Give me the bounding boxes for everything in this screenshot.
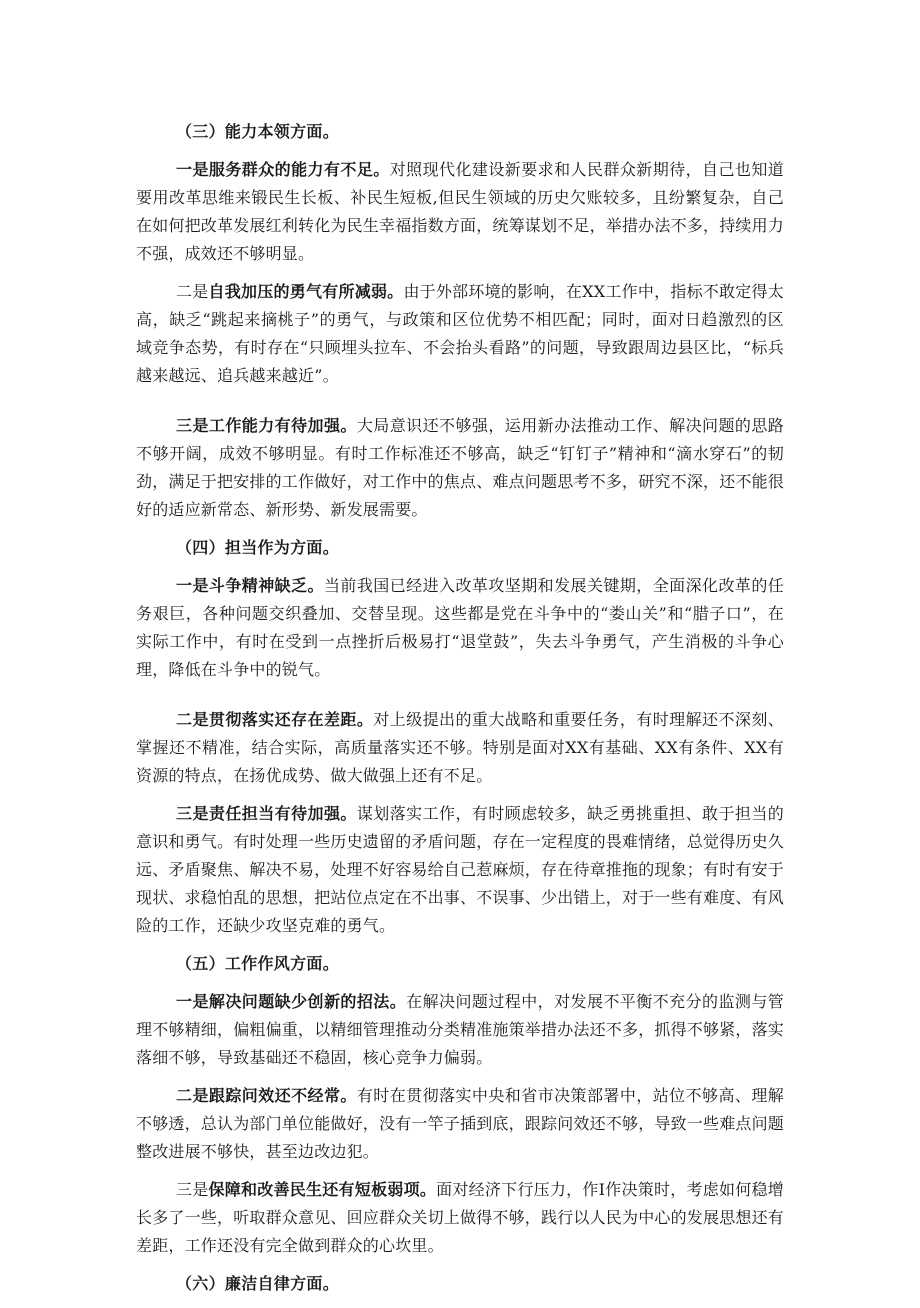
paragraph-lead-bold: 三是工作能力有待加强。 (176, 416, 357, 435)
paragraph-4-1 (136, 572, 784, 684)
paragraph-lead-plain: 三是 (176, 1180, 209, 1199)
paragraph-lead-bold: 二是跟踪问效还不经常。 (176, 1086, 357, 1105)
paragraph-body: 在解决问题过程中，对发展不平衡不充分的监测与管理不够精细，偏粗偏重，以精细管理推动分类精准施策举措办法还不多，抓得不够紧，落实落细不够，导致基础还不稳固，核心竞争力偏弱。 (136, 992, 785, 1067)
section-heading-4: （四）担当作为方面。 (176, 538, 340, 557)
paragraph-lead-bold: 一是服务群众的能力有不足。 (176, 160, 390, 179)
paragraph-5-3 (136, 1176, 784, 1260)
paragraph-lead-bold: 二是贯彻落实还存在差距。 (176, 710, 374, 729)
paragraph-body: 当前我国已经进入改革攻坚期和发展关键期，全面深化改革的任务艰巨，各种问题交织叠加、交替呈现。这些都是党在斗争中的“娄山关”和“腊子口”，在实际工作中，有时在受到一点挫折后极易打“退堂鼓”，失去斗争勇气，产生消极的斗争心理，降低在斗争中的锐气。 (136, 576, 784, 679)
paragraph-3-1 (136, 156, 784, 268)
paragraph-lead-bold: 自我加压的勇气有所减弱。 (208, 282, 404, 301)
paragraph-lead-plain: 二是 (176, 282, 209, 301)
paragraph-5-1 (136, 988, 784, 1072)
paragraph-lead-bold: 三是责任担当有待加强。 (176, 804, 357, 823)
paragraph-body: 对上级提出的重大战略和重要任务，有时理解还不深刻、掌握还不精准，结合实际，高质量落实还不够。特别是面对XX有基础、XX有条件、XX有资源的特点，在扬优成势、做大做强上还有不足。 (136, 710, 784, 785)
paragraph-lead-bold: 一是斗争精神缺乏。 (176, 576, 324, 595)
section-heading-5: （五）工作作风方面。 (176, 954, 340, 973)
paragraph-body: 大局意识还不够强，运用新办法推动工作、解决问题的思路不够开阔，成效不够明显。有时工作标准还不够高，缺乏“钉钉子”精神和“滴水穿石”的韧劲，满足于把安排的工作做好，对工作中的焦点、难点问题思考不多，研究不深，还不能很好的适应新常态、新形势、新发展需要。 (136, 416, 785, 519)
paragraph-4-3 (136, 800, 784, 940)
paragraph-lead-bold: 一是解决问题缺少创新的招法。 (176, 992, 407, 1011)
paragraph-body: 有时在贯彻落实中央和省市决策部署中，站位不够高、理解不够透，总认为部门单位能做好，没有一竿子插到底，跟踪问效还不够，导致一些难点问题整改进展不够快，甚至边改边犯。 (136, 1086, 785, 1161)
paragraph-3-2 (136, 278, 784, 390)
paragraph-body: 由于外部环境的影响，在XX工作中，指标不敢定得太高，缺乏“跳起来摘桃子”的勇气，与政策和区位优势不相匹配；同时，面对日趋激烈的区域竞争态势，有时存在“只顾埋头拉车、不会抬头看路”的问题，导致跟周边县区比，“标兵越来越远、追兵越来越近”。 (136, 282, 784, 385)
paragraph-5-2 (136, 1082, 784, 1166)
section-heading-6: （六）廉洁自律方面。 (176, 1274, 340, 1293)
paragraph-lead-bold: 保障和改善民生还有短板弱项。 (208, 1180, 437, 1199)
paragraph-body: 对照现代化建设新要求和人民群众新期待，自己也知道要用改革思维来锻民生长板、补民生短板,但民生领域的历史欠账较多，且纷繁复杂，自己在如何把改革发展红利转化为民生幸福指数方面，统筹谋划不足，举措办法不多，持续用力不强，成效还不够明显。 (136, 160, 785, 263)
section-heading-3: （三）能力本领方面。 (176, 122, 340, 141)
paragraph-body: 谋划落实工作，有时顾虑较多，缺乏勇挑重担、敢于担当的意识和勇气。有时处理一些历史遗留的矛盾问题，存在一定程度的畏难情绪，总觉得历史久远、矛盾聚焦、解决不易，处理不好容易给自己惹麻烦，存在待章推拖的现象；有时有安于现状、求稳怕乱的思想，把站位点定在不出事、不误事、少出错上，对于一些有难度、有风险的工作，还缺少攻坚克难的勇气。 (136, 804, 785, 935)
document-page (136, 118, 784, 1308)
paragraph-3-3 (136, 412, 784, 524)
paragraph-body: 面对经济下行压力，作I作决策时，考虑如何稳增长多了一些，听取群众意见、回应群众关切上做得不够，践行以人民为中心的发展思想还有差距，工作还没有完全做到群众的心坎里。 (136, 1180, 785, 1255)
paragraph-4-2 (136, 706, 784, 790)
